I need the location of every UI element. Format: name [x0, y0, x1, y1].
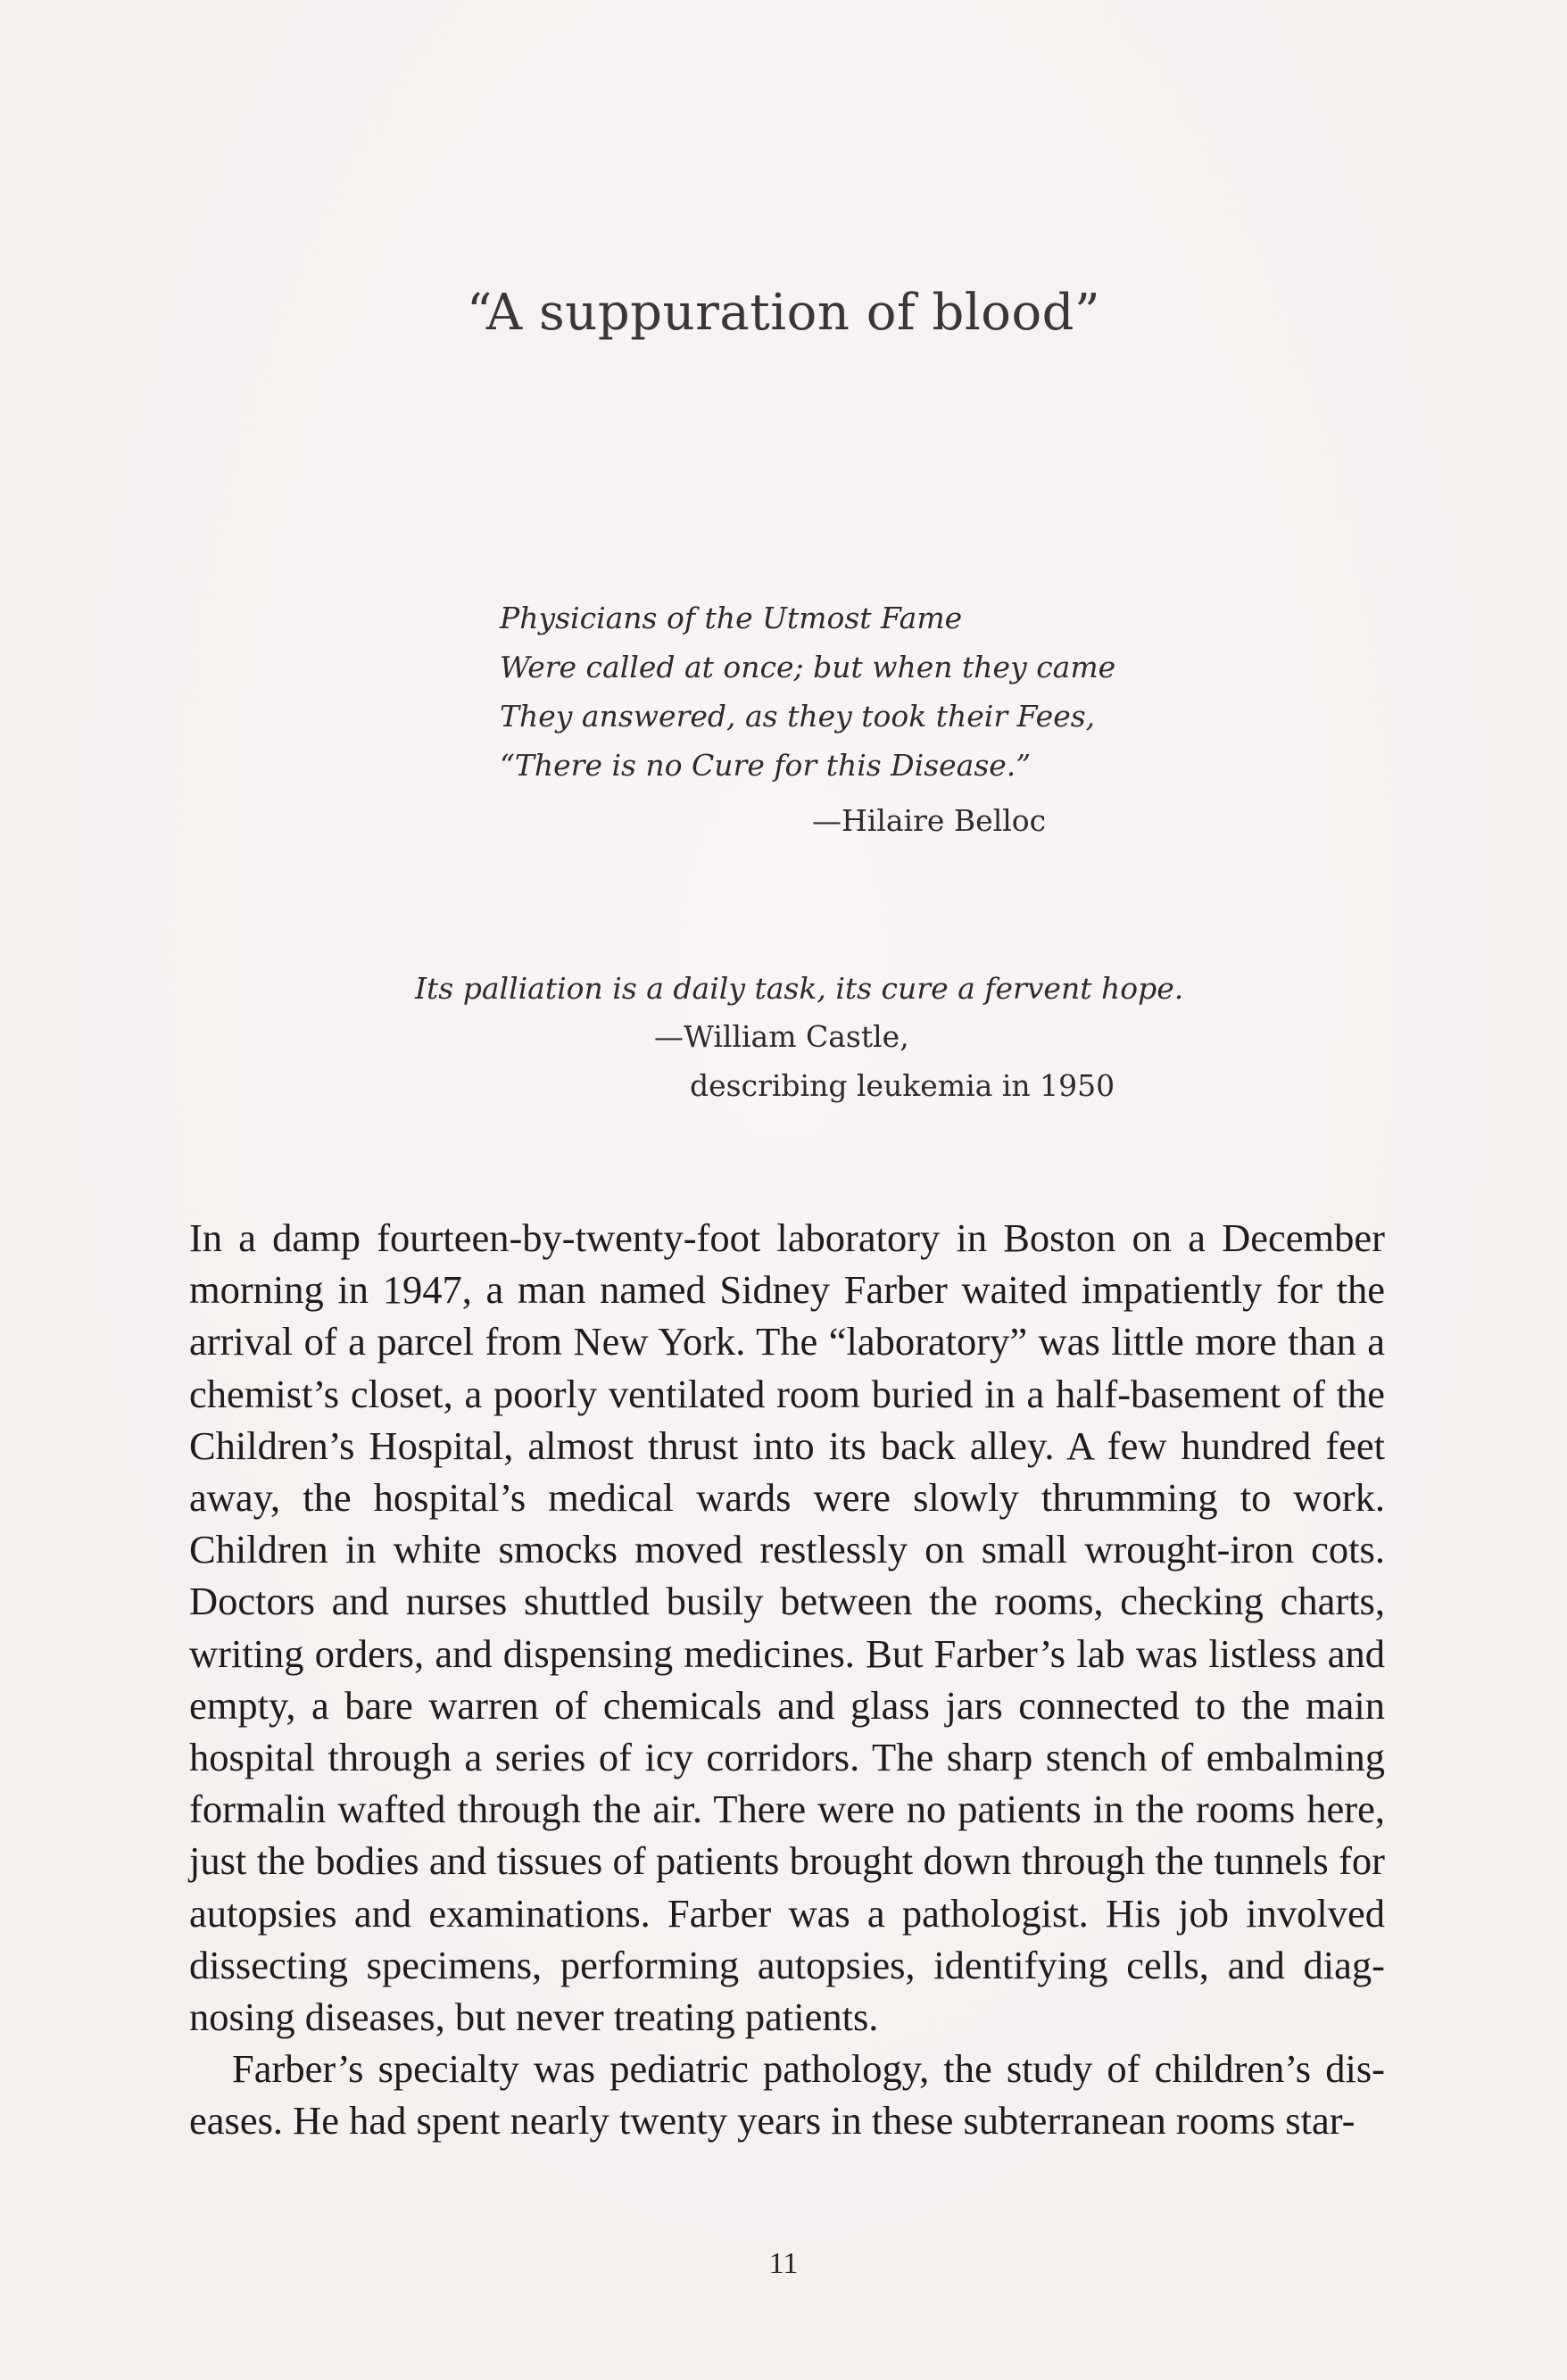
- page-number: 11: [768, 2247, 799, 2280]
- chapter-title: “A suppuration of blood”: [466, 284, 1101, 342]
- epigraph-castle: [415, 964, 1218, 1013]
- paragraph: Farber’s specialty was pediatric pathology, the study of children’s diseases. He had spent nearly twenty years in these subterranean rooms star-: [189, 2046, 1385, 2144]
- epigraph-attribution: —Hilaire Belloc: [812, 803, 1047, 838]
- paragraph: In a damp fourteen-by-twenty-foot laboratory in Boston on a December morning in 1947, a man named Sidney Farber waited impatiently for the arrival of a parcel from New York. The “laboratory” was little more than a chemist’s closet, a poorly ventilated room buried in a half-basement of the Children’s Hospital, almost thrust into its back alley. A few hundred feet away, the hospital’s medical wards were slowly thrumming to work. Children in white smocks moved restlessly on small wrought-iron cots. Doctors and nurses shuttled busily between the rooms, checking charts, writing orders, and dispensing medicines. But Farber’s lab was listless and empty, a bare warren of chemicals and glass jars connected to the main hospital through a series of icy corridors. The sharp stench of embalming formalin wafted through the air. There were no patients in the rooms here, just the bodies and tissues of patients brought down through the tunnels for autopsies and examinations. Farber was a pathologist. His job involved dissecting specimens, performing autopsies, identifying cells, and diagnosing diseases, but never treating patients.: [189, 1215, 1385, 2040]
- epigraph-line: Were called at once; but when they came: [500, 650, 1116, 684]
- epigraph-attribution: —William Castle,: [654, 1019, 909, 1054]
- epigraph-line: “There is no Cure for this Disease.”: [500, 748, 1032, 783]
- epigraph-line: Its palliation is a daily task, its cure a fervent hope.: [415, 971, 1184, 1006]
- epigraph-belloc: [500, 593, 1214, 790]
- epigraph-line: They answered, as they took their Fees,: [500, 699, 1096, 734]
- epigraph-attribution-detail: describing leukemia in 1950: [690, 1068, 1115, 1103]
- body-text: [189, 1212, 1385, 2147]
- epigraph-line: Physicians of the Utmost Fame: [500, 601, 963, 635]
